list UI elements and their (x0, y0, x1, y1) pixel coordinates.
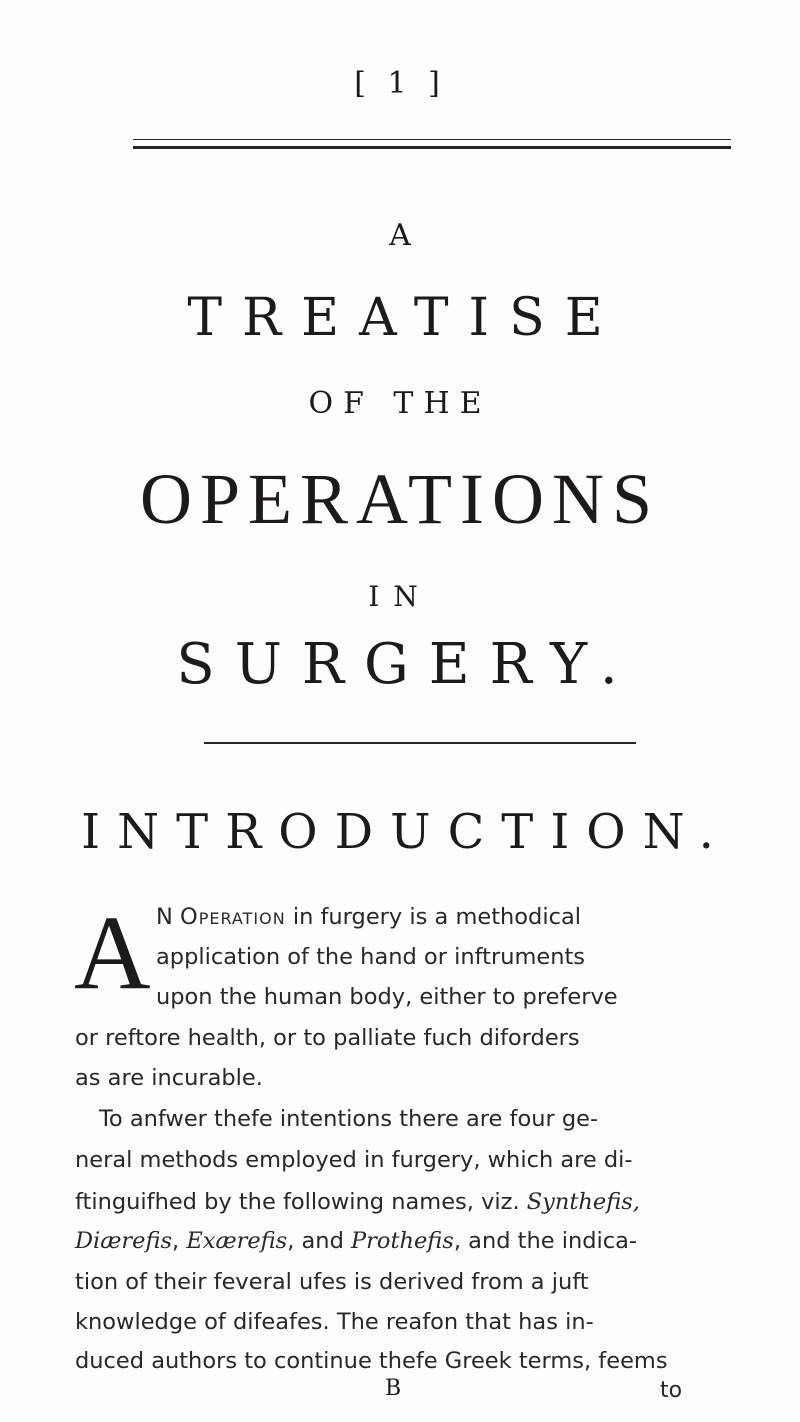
paragraph1-line1-start: N (156, 904, 180, 930)
signature-mark: B (385, 1376, 402, 1401)
paragraph2-line6: knowledge of difeafes. The reafon that has in- (75, 1309, 594, 1335)
title-line-treatise: TREATISE (187, 288, 623, 348)
title-line-surgery: SURGERY. (176, 632, 638, 697)
paragraph1-line3: upon the human body, either to preferve (156, 984, 618, 1010)
title-line-of-the: OF THE (308, 386, 492, 421)
paragraph1-line1 (156, 904, 796, 930)
title-line-in: IN (368, 580, 432, 613)
section-heading: INTRODUCTION. (81, 804, 731, 860)
paragraph1-smallcaps-word: Operation (179, 904, 286, 930)
term-prothesis: Prothefis (351, 1228, 454, 1254)
term-exaeresis: Exærefis (186, 1228, 288, 1254)
paragraph2-line3 (75, 1189, 715, 1215)
paragraph2-line1: To anfwer thefe intentions there are four ge- (99, 1106, 599, 1132)
paragraph2-line4-rest: , and the indica- (453, 1228, 638, 1254)
paragraph2-line3-start: ftinguifhed by the following names, viz. (75, 1189, 527, 1215)
catchword: to (660, 1378, 683, 1403)
term-diaeresis: Diærefis (75, 1228, 173, 1254)
title-line-operations: OPERATIONS (139, 459, 661, 539)
section-divider-rule (204, 742, 636, 744)
paragraph2-line4 (75, 1228, 715, 1254)
term-synthesis: Synthefis, (526, 1189, 640, 1215)
paragraph2-line5: tion of their feveral ufes is derived from a juft (75, 1269, 589, 1295)
page-number: [ 1 ] (354, 66, 446, 101)
paragraph2-line7: duced authors to continue thefe Greek terms, feems (75, 1348, 668, 1374)
drop-cap: A (74, 894, 151, 1011)
title-line-a: A (389, 218, 411, 253)
paragraph1-line5: as are incurable. (75, 1065, 263, 1091)
paragraph1-line2: application of the hand or inftruments (156, 944, 586, 970)
header-double-rule (133, 139, 731, 149)
paragraph2-line2: neral methods employed in furgery, which are di- (75, 1147, 633, 1173)
paragraph1-line4: or reftore health, or to palliate fuch diforders (75, 1025, 580, 1051)
paragraph1-line1-rest: in furgery is a methodical (285, 904, 581, 930)
paragraph2-line4-sep2: , and (287, 1228, 352, 1254)
paragraph2-line4-sep1: , (172, 1228, 187, 1254)
